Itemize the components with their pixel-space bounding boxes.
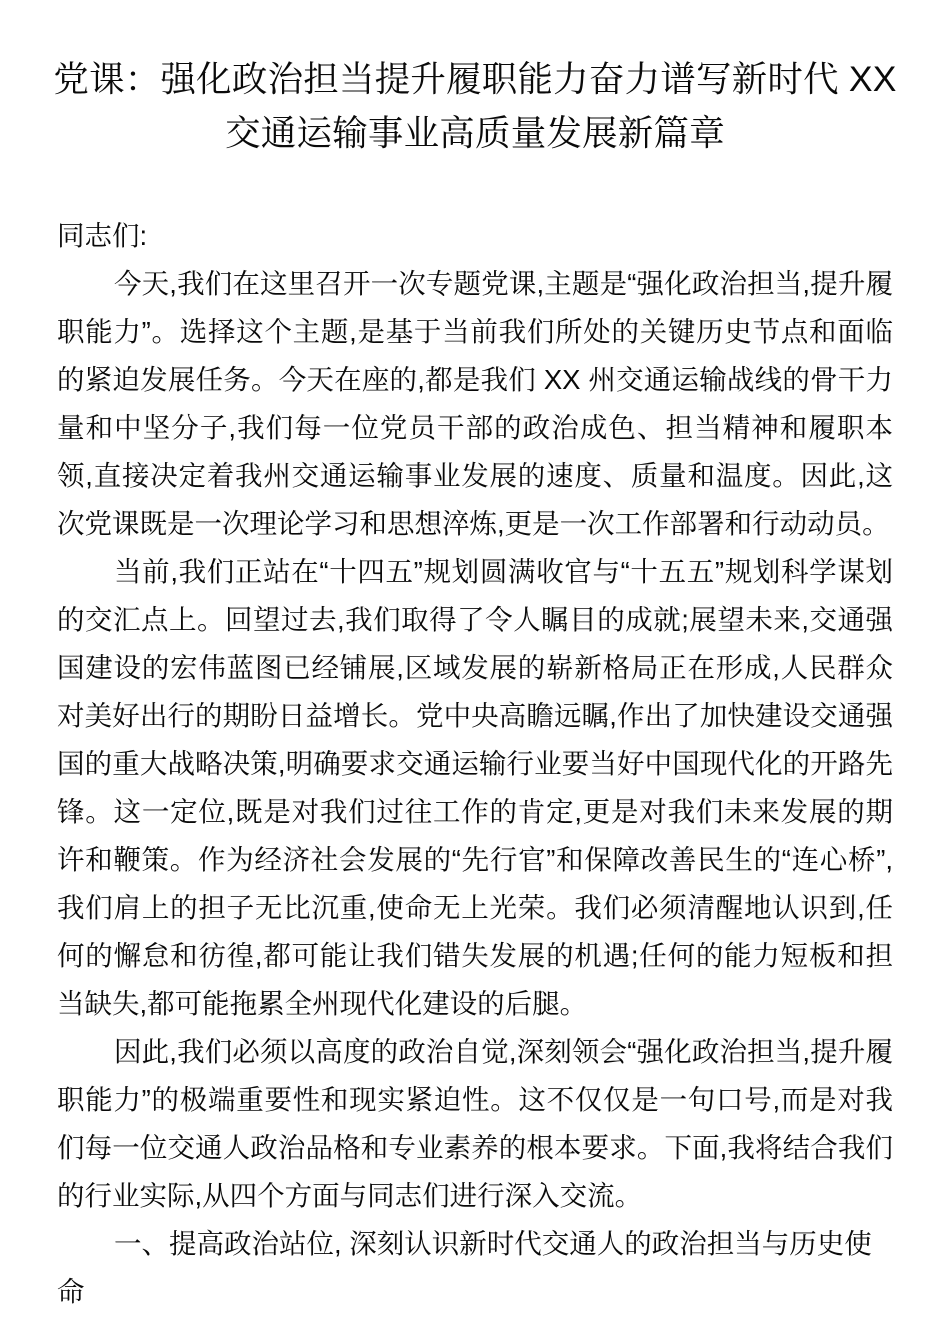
paragraph: 今天,我们在这里召开一次专题党课,主题是“强化政治担当,提升履职能力”。选择这个主题,是基于当前我们所处的关键历史节点和面临的紧迫发展任务。今天在座的,都是我们 XX 州交通运输战线的骨干力量和中坚分子,我们每一位党员干部的政治成色、担当精神和履职本领,直接决定着我州交通运输事业发展的速度、质量和温度。因此,这次党课既是一次理论学习和思想淬炼,更是一次工作部署和行动动员。	[57, 268, 893, 539]
salutation: 同志们:	[57, 220, 148, 251]
section-heading: 一、提高政治站位, 深刻认识新时代交通人的政治担当与历史使命	[57, 1228, 872, 1307]
page-title: 党课：强化政治担当提升履职能力奋力谱写新时代 XX 交通运输事业高质量发展新篇章	[53, 59, 897, 153]
document-body	[0, 160, 950, 1316]
paragraph: 当前,我们正站在“十四五”规划圆满收官与“十五五”规划科学谋划的交汇点上。回望过去,我们取得了令人瞩目的成就;展望未来,交通强国建设的宏伟蓝图已经铺展,区域发展的崭新格局正在形成,人民群众对美好出行的期盼日益增长。党中央高瞻远瞩,作出了加快建设交通强国的重大战略决策,明确要求交通运输行业要当好中国现代化的开路先锋。这一定位,既是对我们过往工作的肯定,更是对我们未来发展的期许和鞭策。作为经济社会发展的“先行官”和保障改善民生的“连心桥”,我们肩上的担子无比沉重,使命无上光荣。我们必须清醒地认识到,任何的懈怠和彷徨,都可能让我们错失发展的机遇;任何的能力短板和担当缺失,都可能拖累全州现代化建设的后腿。	[57, 556, 893, 1019]
paragraph: 因此,我们必须以高度的政治自觉,深刻领会“强化政治担当,提升履职能力”的极端重要性和现实紧迫性。这不仅仅是一句口号,而是对我们每一位交通人政治品格和专业素养的根本要求。下面,我将结合我们的行业实际,从四个方面与同志们进行深入交流。	[57, 1036, 893, 1211]
